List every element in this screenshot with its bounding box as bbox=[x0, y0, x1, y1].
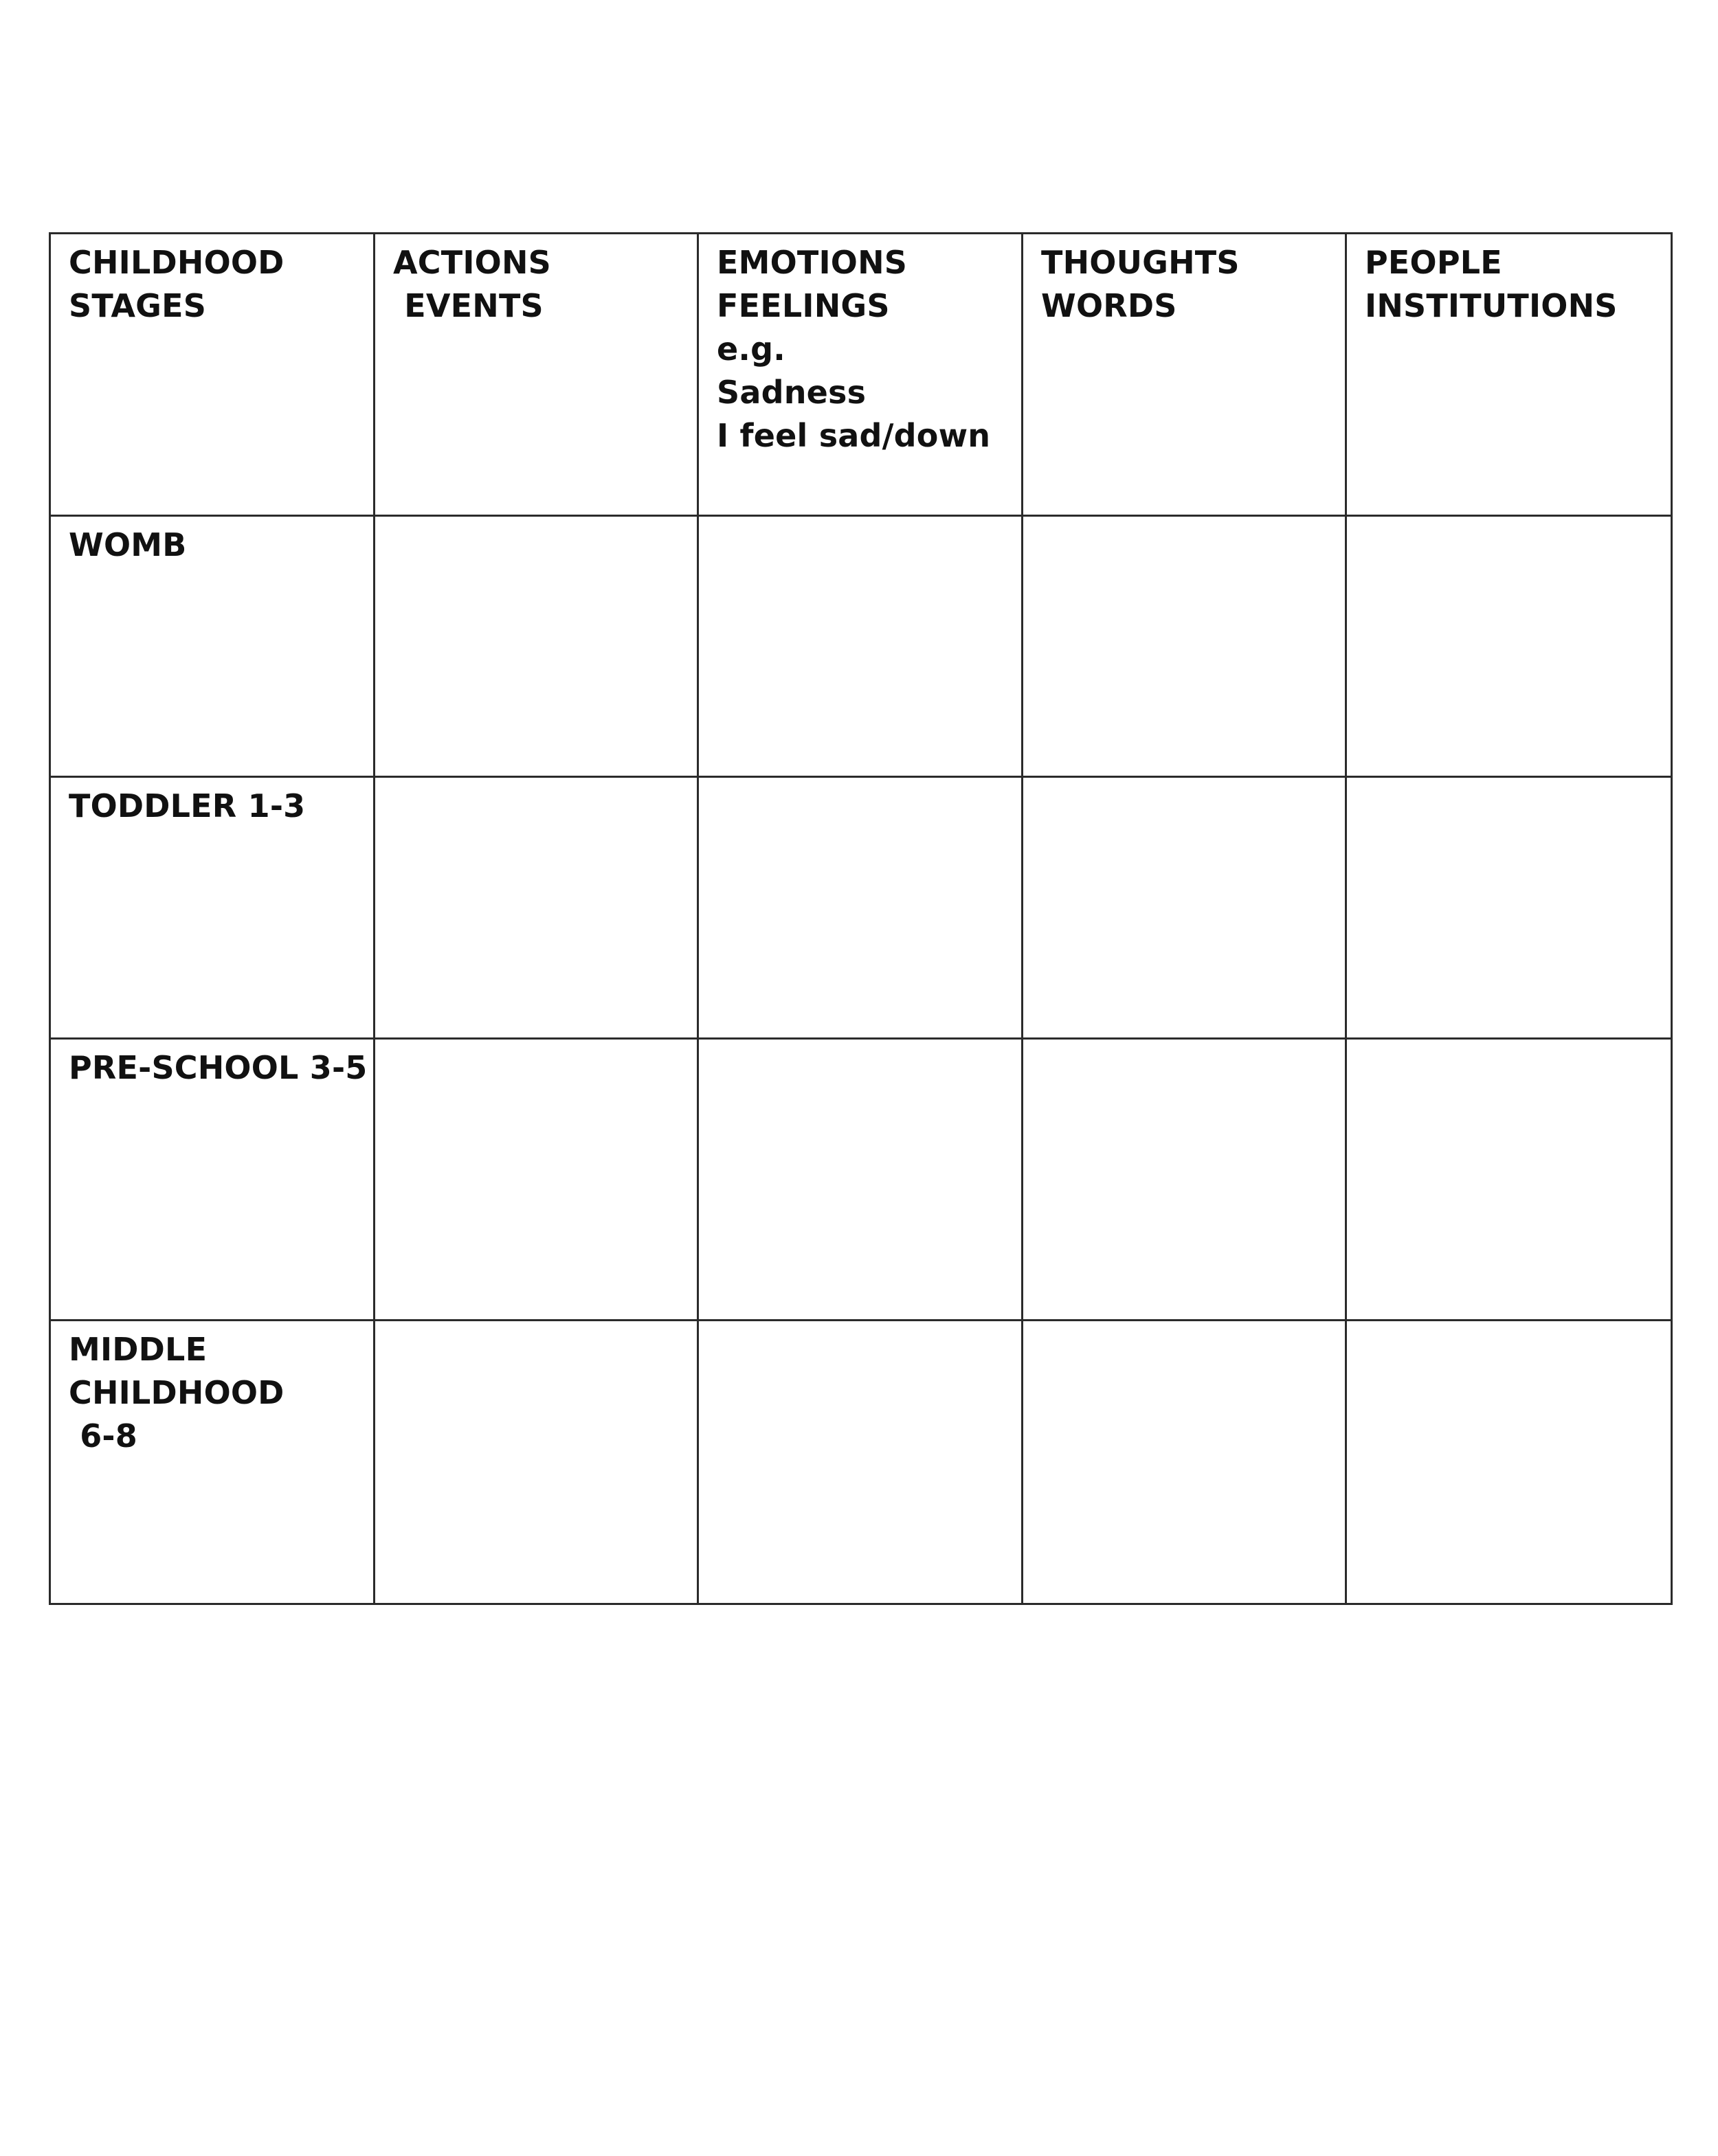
stage-cell-pre-school bbox=[50, 1039, 375, 1321]
stage-cell-womb bbox=[50, 516, 375, 777]
childhood-stages-table bbox=[49, 232, 1673, 1605]
header-cell-actions-events bbox=[375, 234, 698, 516]
blank-cell-thoughts-words[interactable] bbox=[1023, 777, 1346, 1039]
header-label-thoughts-words: THOUGHTS WORDS bbox=[1041, 244, 1240, 324]
table-row bbox=[50, 777, 1672, 1039]
blank-cell-emotions-feelings[interactable] bbox=[698, 777, 1023, 1039]
blank-cell-actions-events[interactable] bbox=[375, 1039, 698, 1321]
blank-cell-thoughts-words[interactable] bbox=[1023, 516, 1346, 777]
blank-cell-people-institutions[interactable] bbox=[1346, 777, 1672, 1039]
stage-label-toddler: TODDLER 1-3 bbox=[69, 787, 306, 824]
header-label-childhood-stages: CHILDHOOD STAGES bbox=[69, 244, 285, 324]
blank-cell-emotions-feelings[interactable] bbox=[698, 1039, 1023, 1321]
blank-cell-people-institutions[interactable] bbox=[1346, 516, 1672, 777]
header-cell-people-institutions bbox=[1346, 234, 1672, 516]
blank-cell-actions-events[interactable] bbox=[375, 777, 698, 1039]
stage-label-womb: WOMB bbox=[69, 526, 187, 563]
blank-cell-thoughts-words[interactable] bbox=[1023, 1321, 1346, 1604]
blank-cell-thoughts-words[interactable] bbox=[1023, 1039, 1346, 1321]
blank-cell-emotions-feelings[interactable] bbox=[698, 516, 1023, 777]
stage-label-middle-childhood: MIDDLE CHILDHOOD 6-8 bbox=[69, 1331, 285, 1455]
table-row bbox=[50, 1321, 1672, 1604]
header-cell-childhood-stages bbox=[50, 234, 375, 516]
header-cell-thoughts-words bbox=[1023, 234, 1346, 516]
stage-label-pre-school: PRE-SCHOOL 3-5 bbox=[69, 1049, 368, 1086]
header-label-people-institutions: PEOPLE INSTITUTIONS bbox=[1365, 244, 1618, 324]
table-row bbox=[50, 1039, 1672, 1321]
header-cell-emotions-feelings bbox=[698, 234, 1023, 516]
header-label-emotions-feelings: EMOTIONS FEELINGS e.g. Sadness I feel sad/down bbox=[717, 244, 991, 454]
blank-cell-actions-events[interactable] bbox=[375, 516, 698, 777]
blank-cell-actions-events[interactable] bbox=[375, 1321, 698, 1604]
stage-cell-middle-childhood bbox=[50, 1321, 375, 1604]
blank-cell-people-institutions[interactable] bbox=[1346, 1039, 1672, 1321]
table-row bbox=[50, 516, 1672, 777]
blank-cell-emotions-feelings[interactable] bbox=[698, 1321, 1023, 1604]
stage-cell-toddler bbox=[50, 777, 375, 1039]
blank-cell-people-institutions[interactable] bbox=[1346, 1321, 1672, 1604]
header-label-actions-events: ACTIONS EVENTS bbox=[393, 244, 551, 324]
table-header-row bbox=[50, 234, 1672, 516]
